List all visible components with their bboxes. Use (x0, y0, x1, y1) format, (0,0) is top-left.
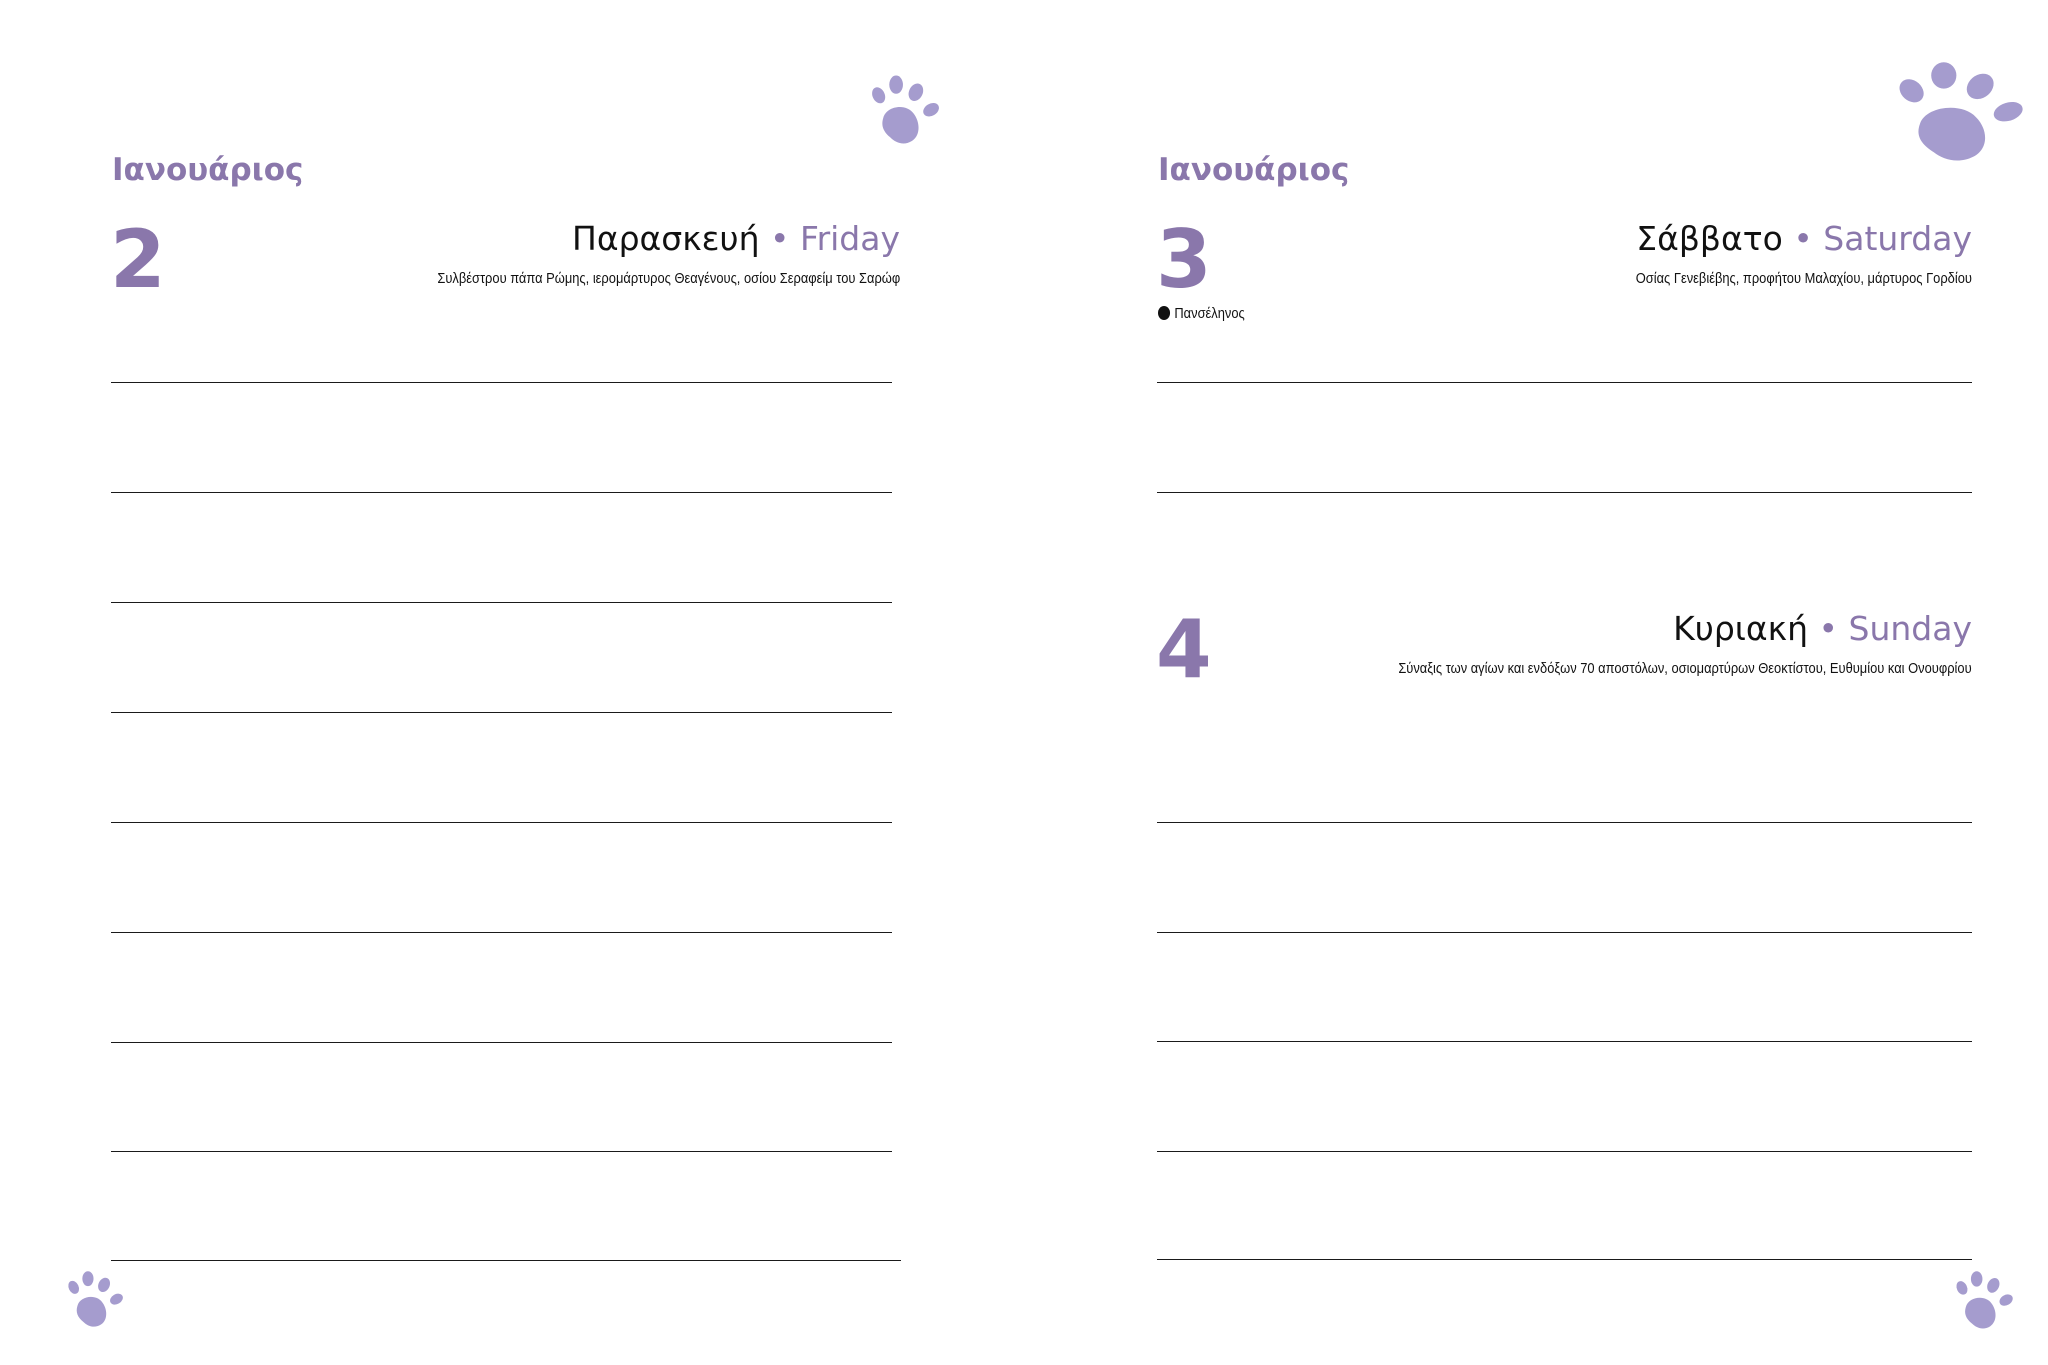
day-name-separator: • (770, 219, 790, 258)
writing-line (111, 822, 892, 823)
day-name-separator: • (1818, 609, 1839, 648)
writing-line (1157, 1151, 1972, 1152)
day-name (572, 219, 900, 259)
writing-line (111, 1042, 892, 1043)
writing-line (111, 712, 892, 713)
writing-line (111, 1260, 901, 1261)
day-name-greek: Παρασκευή (572, 219, 760, 258)
day-name-greek: Κυριακή (1673, 609, 1809, 648)
month-title: Ιανουάριος (1158, 152, 1350, 188)
writing-line (1157, 1041, 1972, 1042)
day-name-english: Sunday (1848, 609, 1972, 648)
right-page (1024, 0, 2048, 1365)
day-name (1673, 609, 1972, 649)
day-number: 4 (1156, 603, 1212, 696)
writing-line (1157, 492, 1972, 493)
day-number: 3 (1156, 213, 1212, 306)
moon-phase-icon (1158, 306, 1170, 320)
paw-print-icon (866, 74, 946, 150)
saints-of-day: Οσίας Γενεβιέβης, προφήτου Μαλαχίου, μάρτυρος Γορδίου (1635, 270, 1972, 287)
writing-line (1157, 932, 1972, 933)
writing-line (111, 382, 892, 383)
day-number: 2 (110, 213, 166, 306)
paw-print-icon (1952, 1270, 2018, 1334)
day-name-english: Saturday (1823, 219, 1972, 258)
moon-phase-note (1158, 304, 1245, 324)
month-title: Ιανουάριος (112, 152, 304, 188)
day-name-english: Friday (799, 219, 900, 258)
writing-line (111, 492, 892, 493)
writing-line (111, 602, 892, 603)
writing-line (1157, 1259, 1972, 1260)
paw-print-icon (1892, 60, 2032, 170)
saints-of-day: Σύναξις των αγίων και ενδόξων 70 αποστόλων, οσιομαρτύρων Θεοκτίστου, Ευθυμίου και Ονουφρίου (1398, 660, 1972, 677)
writing-line (1157, 382, 1972, 383)
saints-of-day: Συλβέστρου πάπα Ρώμης, ιερομάρτυρος Θεαγένους, οσίου Σεραφείμ του Σαρώφ (437, 270, 900, 287)
day-name-greek: Σάββατο (1636, 219, 1783, 258)
writing-line (111, 932, 892, 933)
day-name (1636, 219, 1972, 259)
writing-line (111, 1151, 892, 1152)
moon-phase-label: Πανσέληνος (1174, 305, 1245, 322)
day-name-separator: • (1793, 219, 1813, 258)
paw-print-icon (64, 1270, 128, 1332)
writing-line (1157, 822, 1972, 823)
